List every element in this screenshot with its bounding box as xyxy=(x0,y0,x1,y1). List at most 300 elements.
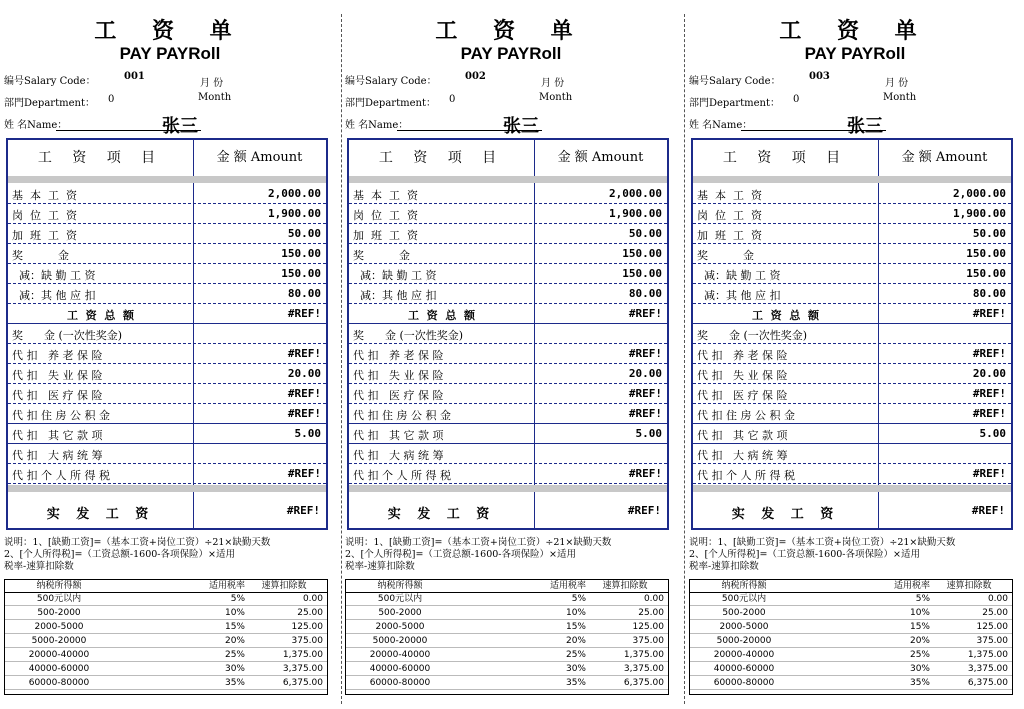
row-value: 1,900.00 xyxy=(268,207,321,220)
header-band xyxy=(693,176,1011,183)
salary-table xyxy=(347,138,669,530)
table-row xyxy=(349,305,667,324)
tax-table-row xyxy=(346,621,668,634)
row-label: 代 扣 大 病 统 筹 xyxy=(353,449,444,462)
tax-header-income: 纳税所得额 xyxy=(721,581,767,591)
header-amount: 金 额 Amount xyxy=(216,150,303,165)
footer-band xyxy=(693,485,1011,492)
tax-income: 500元以内 xyxy=(377,594,423,604)
row-label: 代 扣 失 业 保 险 xyxy=(697,369,788,382)
tax-deduction: 6,375.00 xyxy=(623,678,664,688)
table-row xyxy=(349,385,667,404)
header-item: 工 资 项 目 xyxy=(722,150,849,166)
table-row xyxy=(8,345,326,364)
row-label: 基 本 工 资 xyxy=(353,189,418,202)
row-value: #REF! xyxy=(287,307,321,320)
tax-income: 500-2000 xyxy=(722,608,766,618)
name-label: 姓 名Name： xyxy=(4,120,68,131)
department-value: 0 xyxy=(793,94,800,105)
table-row xyxy=(693,185,1011,204)
tax-deduction: 1,375.00 xyxy=(967,650,1008,660)
name-underline xyxy=(741,130,886,131)
tax-income: 5000-20000 xyxy=(31,636,87,646)
employee-name: 张三 xyxy=(162,116,198,137)
tax-header-income: 纳税所得额 xyxy=(377,581,423,591)
name-label: 姓 名Name： xyxy=(689,120,753,131)
tax-table-header xyxy=(5,580,327,593)
tax-table-row xyxy=(690,607,1012,620)
table-row xyxy=(693,345,1011,364)
tax-income: 60000-80000 xyxy=(713,678,775,688)
note-line: 2、[个人所得税]=（工资总额-1600-各项保险）×适用 xyxy=(4,549,235,560)
row-label: 加 班 工 资 xyxy=(353,229,418,242)
header-item: 工 资 项 目 xyxy=(37,150,164,166)
note-line: 2、[个人所得税]=（工资总额-1600-各项保险）×适用 xyxy=(345,549,576,560)
tax-income: 60000-80000 xyxy=(28,678,90,688)
tax-deduction: 3,375.00 xyxy=(967,664,1008,674)
row-value: 2,000.00 xyxy=(609,187,662,200)
row-value: 20.00 xyxy=(287,367,321,380)
header-amount: 金 额 Amount xyxy=(901,150,988,165)
table-row xyxy=(8,445,326,464)
tax-table-row xyxy=(5,677,327,690)
row-label: 工 资 总 额 xyxy=(408,309,475,322)
table-row xyxy=(8,265,326,284)
tax-table-row xyxy=(346,649,668,662)
tax-rate: 5% xyxy=(915,594,930,604)
tax-table-row xyxy=(346,607,668,620)
table-row xyxy=(693,205,1011,224)
salary-code-value: 001 xyxy=(124,71,145,82)
header-item: 工 资 项 目 xyxy=(378,150,505,166)
table-row xyxy=(693,425,1011,444)
table-row xyxy=(349,465,667,484)
row-value: 20.00 xyxy=(972,367,1006,380)
row-value: 80.00 xyxy=(287,287,321,300)
tax-deduction: 0.00 xyxy=(643,594,664,604)
salary-code-label: 编号Salary Code： xyxy=(345,76,437,87)
month-label-en: Month xyxy=(883,92,917,103)
row-label: 代 扣 失 业 保 险 xyxy=(353,369,444,382)
row-value: 150.00 xyxy=(966,267,1006,280)
tax-income: 20000-40000 xyxy=(713,650,775,660)
tax-rate-table xyxy=(345,579,669,695)
row-label: 代 扣 其 它 款 项 xyxy=(353,429,444,442)
row-label: 代 扣 医 疗 保 险 xyxy=(353,389,444,402)
tax-table-row xyxy=(5,621,327,634)
row-value: 80.00 xyxy=(972,287,1006,300)
tax-rate: 10% xyxy=(909,608,930,618)
tax-deduction: 125.00 xyxy=(976,622,1008,632)
row-label: 工 资 总 额 xyxy=(67,309,134,322)
tax-header-deduction: 速算扣除数 xyxy=(261,581,307,591)
row-label: 加 班 工 资 xyxy=(697,229,762,242)
row-label: 奖 金 xyxy=(353,249,410,262)
table-row xyxy=(8,285,326,304)
tax-rate: 25% xyxy=(909,650,930,660)
table-row xyxy=(693,325,1011,344)
row-value: #REF! xyxy=(972,347,1006,360)
tax-table-row xyxy=(5,607,327,620)
row-value: #REF! xyxy=(972,407,1006,420)
slip-title: 工 资 单 xyxy=(779,18,931,44)
row-label: 代 扣 其 它 款 项 xyxy=(697,429,788,442)
tax-deduction: 0.00 xyxy=(987,594,1008,604)
tax-rate: 30% xyxy=(224,664,245,674)
tax-rate: 10% xyxy=(224,608,245,618)
name-underline xyxy=(397,130,542,131)
table-row xyxy=(8,385,326,404)
month-label-cn: 月 份 xyxy=(200,78,224,89)
row-value: #REF! xyxy=(287,387,321,400)
tax-income: 500元以内 xyxy=(36,594,82,604)
row-value: 50.00 xyxy=(972,227,1006,240)
row-value: 20.00 xyxy=(628,367,662,380)
tax-table-row xyxy=(690,677,1012,690)
tax-table-row xyxy=(346,677,668,690)
row-value: 80.00 xyxy=(628,287,662,300)
row-value: 1,900.00 xyxy=(953,207,1006,220)
row-label: 代 扣 医 疗 保 险 xyxy=(12,389,103,402)
row-value: 5.00 xyxy=(635,427,662,440)
row-label: 代 扣 住 房 公 积 金 xyxy=(353,409,451,422)
table-row xyxy=(8,405,326,424)
tax-rate: 5% xyxy=(571,594,586,604)
month-label-en: Month xyxy=(198,92,232,103)
tax-header-rate: 适用税率 xyxy=(549,581,586,591)
tax-rate: 5% xyxy=(230,594,245,604)
table-row xyxy=(693,245,1011,264)
tax-deduction: 25.00 xyxy=(638,608,664,618)
table-row xyxy=(693,405,1011,424)
note-line: 说明：1、[缺勤工资]=（基本工资+岗位工资）÷21×缺勤天数 xyxy=(4,537,271,548)
tax-deduction: 6,375.00 xyxy=(282,678,323,688)
department-value: 0 xyxy=(108,94,115,105)
table-row xyxy=(8,425,326,444)
row-label: 减：其 他 应 扣 xyxy=(12,289,96,302)
footer-band xyxy=(8,485,326,492)
tax-deduction: 1,375.00 xyxy=(282,650,323,660)
department-label: 部門Department： xyxy=(4,98,95,109)
row-value: #REF! xyxy=(287,407,321,420)
salary-code-label: 编号Salary Code： xyxy=(689,76,781,87)
tax-table-row xyxy=(5,635,327,648)
slip-title: 工 资 单 xyxy=(435,18,587,44)
salary-code-value: 002 xyxy=(465,71,486,82)
row-value: 150.00 xyxy=(622,247,662,260)
tax-deduction: 25.00 xyxy=(982,608,1008,618)
tax-table-row xyxy=(346,593,668,606)
tax-header-deduction: 速算扣除数 xyxy=(602,581,648,591)
net-pay-label: 实 发 工 资 xyxy=(46,507,155,522)
table-header xyxy=(8,140,326,176)
tax-deduction: 375.00 xyxy=(291,636,323,646)
row-label: 奖 金 xyxy=(697,249,754,262)
table-row xyxy=(693,445,1011,464)
tax-rate: 20% xyxy=(909,636,930,646)
tax-deduction: 3,375.00 xyxy=(623,664,664,674)
department-label: 部門Department： xyxy=(689,98,780,109)
row-label: 减：其 他 应 扣 xyxy=(353,289,437,302)
tax-table-row xyxy=(690,663,1012,676)
table-row xyxy=(693,225,1011,244)
tax-rate: 35% xyxy=(909,678,930,688)
row-value: #REF! xyxy=(628,467,662,480)
row-value: #REF! xyxy=(972,387,1006,400)
tax-table-row xyxy=(690,593,1012,606)
tax-table-row xyxy=(690,621,1012,634)
table-row xyxy=(349,365,667,384)
row-label: 代 扣 失 业 保 险 xyxy=(12,369,103,382)
tax-income: 60000-80000 xyxy=(369,678,431,688)
department-label: 部門Department： xyxy=(345,98,436,109)
table-row xyxy=(693,465,1011,484)
tax-income: 20000-40000 xyxy=(28,650,90,660)
tax-income: 40000-60000 xyxy=(369,664,431,674)
tax-deduction: 3,375.00 xyxy=(282,664,323,674)
tax-income: 500-2000 xyxy=(37,608,81,618)
table-header xyxy=(693,140,1011,176)
row-label: 岗 位 工 资 xyxy=(697,209,762,222)
note-line: 税率-速算扣除数 xyxy=(4,561,74,572)
tax-deduction: 1,375.00 xyxy=(623,650,664,660)
tax-rate: 25% xyxy=(565,650,586,660)
tax-table-row xyxy=(346,663,668,676)
tax-rate: 10% xyxy=(565,608,586,618)
table-row xyxy=(349,345,667,364)
month-label-en: Month xyxy=(539,92,573,103)
notes xyxy=(345,537,677,573)
table-row xyxy=(349,265,667,284)
tax-table-header xyxy=(346,580,668,593)
slip-subtitle: PAY PAYRoll xyxy=(119,44,221,63)
table-row xyxy=(8,245,326,264)
employee-name: 张三 xyxy=(503,116,539,137)
row-label: 岗 位 工 资 xyxy=(12,209,77,222)
row-value: #REF! xyxy=(628,307,662,320)
row-value: #REF! xyxy=(972,467,1006,480)
row-value: 5.00 xyxy=(294,427,321,440)
row-label: 代 扣 个 人 所 得 税 xyxy=(697,469,795,482)
note-line: 说明：1、[缺勤工资]=（基本工资+岗位工资）÷21×缺勤天数 xyxy=(689,537,956,548)
net-pay-row xyxy=(8,494,326,528)
table-row xyxy=(8,365,326,384)
row-value: 2,000.00 xyxy=(268,187,321,200)
salary-table xyxy=(6,138,328,530)
payslip xyxy=(345,0,677,709)
row-value: #REF! xyxy=(628,387,662,400)
row-label: 奖 金 xyxy=(12,249,69,262)
net-pay-label: 实 发 工 资 xyxy=(387,507,496,522)
note-line: 说明：1、[缺勤工资]=（基本工资+岗位工资）÷21×缺勤天数 xyxy=(345,537,612,548)
header-band xyxy=(349,176,667,183)
row-label: 奖 金 (一次性奖金) xyxy=(353,329,464,342)
tax-table-row xyxy=(690,635,1012,648)
row-label: 代 扣 个 人 所 得 税 xyxy=(12,469,110,482)
row-value: #REF! xyxy=(287,347,321,360)
table-row xyxy=(349,425,667,444)
table-row xyxy=(349,225,667,244)
tax-rate: 15% xyxy=(224,622,245,632)
row-label: 代 扣 医 疗 保 险 xyxy=(697,389,788,402)
table-row xyxy=(693,305,1011,324)
table-row xyxy=(349,445,667,464)
row-label: 工 资 总 额 xyxy=(752,309,819,322)
table-row xyxy=(693,385,1011,404)
name-underline xyxy=(56,130,201,131)
tax-income: 2000-5000 xyxy=(375,622,425,632)
tax-table-row xyxy=(690,649,1012,662)
row-label: 奖 金 (一次性奖金) xyxy=(12,329,123,342)
notes xyxy=(4,537,336,573)
slip-subtitle: PAY PAYRoll xyxy=(804,44,906,63)
table-row xyxy=(693,285,1011,304)
header-band xyxy=(8,176,326,183)
row-label: 减：其 他 应 扣 xyxy=(697,289,781,302)
row-label: 代 扣 大 病 统 筹 xyxy=(12,449,103,462)
notes xyxy=(689,537,1021,573)
tax-rate-table xyxy=(689,579,1013,695)
month-label-cn: 月 份 xyxy=(885,78,909,89)
tax-income: 5000-20000 xyxy=(372,636,428,646)
tax-table-header xyxy=(690,580,1012,593)
slip-subtitle: PAY PAYRoll xyxy=(460,44,562,63)
tax-rate: 20% xyxy=(224,636,245,646)
tax-deduction: 125.00 xyxy=(291,622,323,632)
table-row xyxy=(8,185,326,204)
tax-table-row xyxy=(5,649,327,662)
cut-line xyxy=(684,14,685,704)
row-value: 50.00 xyxy=(287,227,321,240)
tax-header-deduction: 速算扣除数 xyxy=(946,581,992,591)
row-label: 减：缺 勤 工 资 xyxy=(12,269,96,282)
cut-line xyxy=(341,14,342,704)
tax-table-row xyxy=(346,635,668,648)
tax-income: 40000-60000 xyxy=(713,664,775,674)
tax-rate-table xyxy=(4,579,328,695)
note-line: 税率-速算扣除数 xyxy=(345,561,415,572)
tax-header-income: 纳税所得额 xyxy=(36,581,82,591)
note-line: 2、[个人所得税]=（工资总额-1600-各项保险）×适用 xyxy=(689,549,920,560)
row-label: 代 扣 养 老 保 险 xyxy=(697,349,788,362)
salary-code-label: 编号Salary Code： xyxy=(4,76,96,87)
net-pay-label: 实 发 工 资 xyxy=(731,507,840,522)
tax-income: 40000-60000 xyxy=(28,664,90,674)
department-value: 0 xyxy=(449,94,456,105)
row-label: 减：缺 勤 工 资 xyxy=(353,269,437,282)
tax-income: 20000-40000 xyxy=(369,650,431,660)
row-label: 代 扣 大 病 统 筹 xyxy=(697,449,788,462)
tax-deduction: 375.00 xyxy=(632,636,664,646)
row-value: 50.00 xyxy=(628,227,662,240)
row-label: 代 扣 住 房 公 积 金 xyxy=(12,409,110,422)
tax-income: 2000-5000 xyxy=(34,622,84,632)
row-value: 5.00 xyxy=(979,427,1006,440)
tax-table-row xyxy=(5,663,327,676)
row-label: 代 扣 其 它 款 项 xyxy=(12,429,103,442)
table-row xyxy=(8,225,326,244)
net-pay-row xyxy=(693,494,1011,528)
table-row xyxy=(349,185,667,204)
salary-code-value: 003 xyxy=(809,71,830,82)
row-label: 代 扣 养 老 保 险 xyxy=(12,349,103,362)
row-value: #REF! xyxy=(287,467,321,480)
net-pay-row xyxy=(349,494,667,528)
tax-rate: 30% xyxy=(909,664,930,674)
row-label: 岗 位 工 资 xyxy=(353,209,418,222)
row-value: 150.00 xyxy=(281,247,321,260)
table-row xyxy=(8,325,326,344)
tax-rate: 30% xyxy=(565,664,586,674)
table-header xyxy=(349,140,667,176)
table-row xyxy=(8,465,326,484)
tax-rate: 35% xyxy=(224,678,245,688)
payslip xyxy=(4,0,336,709)
row-label: 奖 金 (一次性奖金) xyxy=(697,329,808,342)
tax-rate: 15% xyxy=(565,622,586,632)
footer-band xyxy=(349,485,667,492)
table-row xyxy=(8,205,326,224)
table-row xyxy=(8,305,326,324)
salary-table xyxy=(691,138,1013,530)
tax-deduction: 375.00 xyxy=(976,636,1008,646)
tax-header-rate: 适用税率 xyxy=(208,581,245,591)
tax-deduction: 125.00 xyxy=(632,622,664,632)
tax-income: 5000-20000 xyxy=(716,636,772,646)
tax-rate: 15% xyxy=(909,622,930,632)
row-value: #REF! xyxy=(972,307,1006,320)
tax-rate: 35% xyxy=(565,678,586,688)
tax-deduction: 25.00 xyxy=(297,608,323,618)
row-label: 代 扣 住 房 公 积 金 xyxy=(697,409,795,422)
table-row xyxy=(349,325,667,344)
row-label: 代 扣 个 人 所 得 税 xyxy=(353,469,451,482)
row-value: #REF! xyxy=(628,347,662,360)
row-value: 2,000.00 xyxy=(953,187,1006,200)
payslip xyxy=(689,0,1021,709)
tax-income: 500-2000 xyxy=(378,608,422,618)
table-row xyxy=(693,365,1011,384)
tax-income: 500元以内 xyxy=(721,594,767,604)
table-row xyxy=(349,205,667,224)
slip-title: 工 资 单 xyxy=(94,18,246,44)
header-amount: 金 额 Amount xyxy=(557,150,644,165)
net-pay-value: #REF! xyxy=(627,504,661,517)
row-value: #REF! xyxy=(628,407,662,420)
row-value: 150.00 xyxy=(281,267,321,280)
row-value: 150.00 xyxy=(966,247,1006,260)
tax-income: 2000-5000 xyxy=(719,622,769,632)
table-row xyxy=(349,285,667,304)
name-label: 姓 名Name： xyxy=(345,120,409,131)
employee-name: 张三 xyxy=(847,116,883,137)
row-label: 基 本 工 资 xyxy=(697,189,762,202)
row-value: 150.00 xyxy=(622,267,662,280)
table-row xyxy=(349,245,667,264)
tax-rate: 20% xyxy=(565,636,586,646)
net-pay-value: #REF! xyxy=(971,504,1005,517)
row-label: 代 扣 养 老 保 险 xyxy=(353,349,444,362)
tax-rate: 25% xyxy=(224,650,245,660)
row-label: 基 本 工 资 xyxy=(12,189,77,202)
row-label: 减：缺 勤 工 资 xyxy=(697,269,781,282)
tax-header-rate: 适用税率 xyxy=(893,581,930,591)
net-pay-value: #REF! xyxy=(286,504,320,517)
row-label: 加 班 工 资 xyxy=(12,229,77,242)
table-row xyxy=(349,405,667,424)
tax-deduction: 6,375.00 xyxy=(967,678,1008,688)
tax-deduction: 0.00 xyxy=(302,594,323,604)
